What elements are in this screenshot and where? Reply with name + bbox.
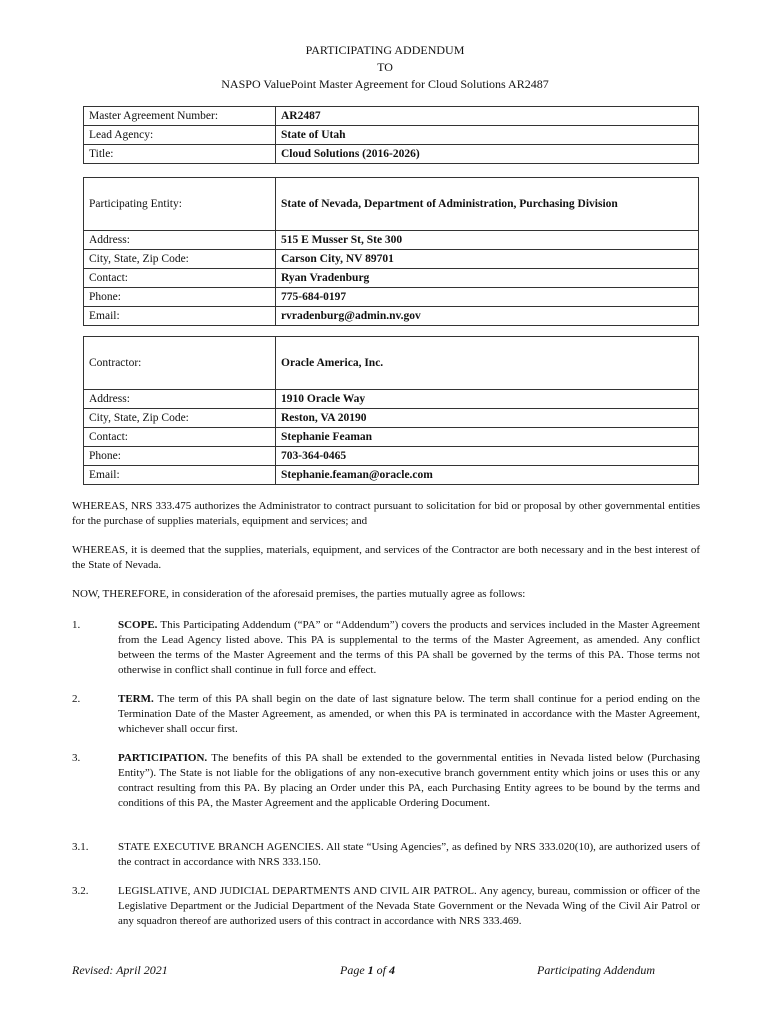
table-row <box>84 231 699 250</box>
section-body: STATE EXECUTIVE BRANCH AGENCIES. All state “Using Agencies”, as defined by NRS 333.020(10), are authorized users of the contract in accordance with NRS 333.150. <box>118 841 700 868</box>
table-row <box>84 288 699 307</box>
table-row <box>84 409 699 428</box>
table-row <box>84 307 699 326</box>
section-heading: PARTICIPATION. <box>118 752 208 764</box>
lead-agency-value: State of Utah <box>276 126 699 145</box>
contractor-phone-label: Phone: <box>84 447 276 466</box>
contractor-city-value: Reston, VA 20190 <box>276 409 699 428</box>
title-line-2: TO <box>377 60 393 74</box>
table-row <box>84 337 699 390</box>
page-current: 1 <box>367 963 374 977</box>
section-number: 1. <box>72 619 81 631</box>
entity-address-value: 515 E Musser St, Ste 300 <box>276 231 699 250</box>
table-row <box>84 447 699 466</box>
title-line-1: PARTICIPATING ADDENDUM <box>305 43 465 57</box>
contractor-email-value: Stephanie.feaman@oracle.com <box>276 466 699 485</box>
section-text: The term of this PA shall begin on the date of last signature below. The term shall continue for a period ending on the Termination Date of the Master Agreement, as amended, or when this PA is terminated in accordance with the Master Agreement, whichever shall occur first. <box>118 693 700 735</box>
table-row <box>84 126 699 145</box>
section-number: 2. <box>72 693 81 705</box>
contractor-address-label: Address: <box>84 390 276 409</box>
table-row <box>84 269 699 288</box>
table-row <box>84 466 699 485</box>
table-row <box>84 145 699 164</box>
lead-agency-label: Lead Agency: <box>84 126 276 145</box>
page-prefix: Page <box>340 963 368 977</box>
footer-revised: Revised: April 2021 <box>72 963 168 977</box>
footer-page-number <box>340 963 395 978</box>
section-body <box>118 618 700 678</box>
footer-document-name: Participating Addendum <box>537 963 656 977</box>
contractor-table <box>83 336 699 485</box>
contractor-label: Contractor: <box>84 337 276 390</box>
whereas-paragraph-2: WHEREAS, it is deemed that the supplies, materials, equipment, and services of the Contractor are both necessary and in the best interest of the State of Nevada. <box>72 544 700 571</box>
section-number: 3. <box>72 752 81 764</box>
title-value: Cloud Solutions (2016-2026) <box>276 145 699 164</box>
contractor-phone-value: 703-364-0465 <box>276 447 699 466</box>
agreement-table <box>83 106 699 164</box>
section-text: This Participating Addendum (“PA” or “Addendum”) covers the products and services included in the Master Agreement from the Lead Agency listed above. This PA is supplemental to the terms of the Master Agreement, as amended. Any conflict between the terms of the Master Agreement and the terms of this PA shall be governed by the terms of this PA. Those terms not otherwise in conflict shall continue in full force and effect. <box>118 619 700 676</box>
section-text: The benefits of this PA shall be extended to the governmental entities in Nevada listed below (Purchasing Entity”). The State is not liable for the obligations of any non-executive branch government entity which joins or uses this or any contract resulting from this PA. By placing an Order under this PA, each Purchasing Entity agrees to be bound by the terms and conditions of this PA, the Master Agreement and the applicable Ordering Document. <box>118 752 700 809</box>
page-total: 4 <box>389 963 395 977</box>
contractor-contact-value: Stephanie Feaman <box>276 428 699 447</box>
contractor-contact-label: Contact: <box>84 428 276 447</box>
entity-city-label: City, State, Zip Code: <box>84 250 276 269</box>
title-line-3: NASPO ValuePoint Master Agreement for Cloud Solutions AR2487 <box>221 77 549 91</box>
section-body <box>118 692 700 737</box>
section-heading: TERM. <box>118 693 154 705</box>
document-title <box>0 42 770 93</box>
participating-entity-label: Participating Entity: <box>84 178 276 231</box>
entity-email-value: rvradenburg@admin.nv.gov <box>276 307 699 326</box>
section-number: 3.2. <box>72 885 89 897</box>
section-body: LEGISLATIVE, AND JUDICIAL DEPARTMENTS AND CIVIL AIR PATROL. Any agency, bureau, commission or officer of the Legislative Department or the Judicial Department of the Nevada State Government or the Nevada Wing of the Civil Air Patrol or any squadron thereof are authorized users of this contract in accordance with NRS 333.469. <box>118 885 700 927</box>
contractor-email-label: Email: <box>84 466 276 485</box>
entity-city-value: Carson City, NV 89701 <box>276 250 699 269</box>
entity-table <box>83 177 699 326</box>
contractor-address-value: 1910 Oracle Way <box>276 390 699 409</box>
master-agreement-label: Master Agreement Number: <box>84 107 276 126</box>
master-agreement-value: AR2487 <box>276 107 699 126</box>
participating-entity-value: State of Nevada, Department of Administration, Purchasing Division <box>276 178 699 231</box>
table-row <box>84 107 699 126</box>
table-row <box>84 390 699 409</box>
page-of: of <box>373 963 389 977</box>
entity-contact-value: Ryan Vradenburg <box>276 269 699 288</box>
contractor-value: Oracle America, Inc. <box>276 337 699 390</box>
section-number: 3.1. <box>72 841 89 853</box>
contractor-city-label: City, State, Zip Code: <box>84 409 276 428</box>
table-row <box>84 250 699 269</box>
whereas-paragraph-1: WHEREAS, NRS 333.475 authorizes the Administrator to contract pursuant to solicitation for bid or proposal by other governmental entities for the purchase of supplies materials, equipment and services; and <box>72 500 700 527</box>
section-heading: SCOPE. <box>118 619 158 631</box>
entity-address-label: Address: <box>84 231 276 250</box>
section-body <box>118 751 700 811</box>
entity-contact-label: Contact: <box>84 269 276 288</box>
table-row <box>84 428 699 447</box>
now-therefore-paragraph: NOW, THEREFORE, in consideration of the aforesaid premises, the parties mutually agree as follows: <box>72 588 526 600</box>
table-row <box>84 178 699 231</box>
entity-phone-value: 775-684-0197 <box>276 288 699 307</box>
entity-phone-label: Phone: <box>84 288 276 307</box>
title-label: Title: <box>84 145 276 164</box>
entity-email-label: Email: <box>84 307 276 326</box>
